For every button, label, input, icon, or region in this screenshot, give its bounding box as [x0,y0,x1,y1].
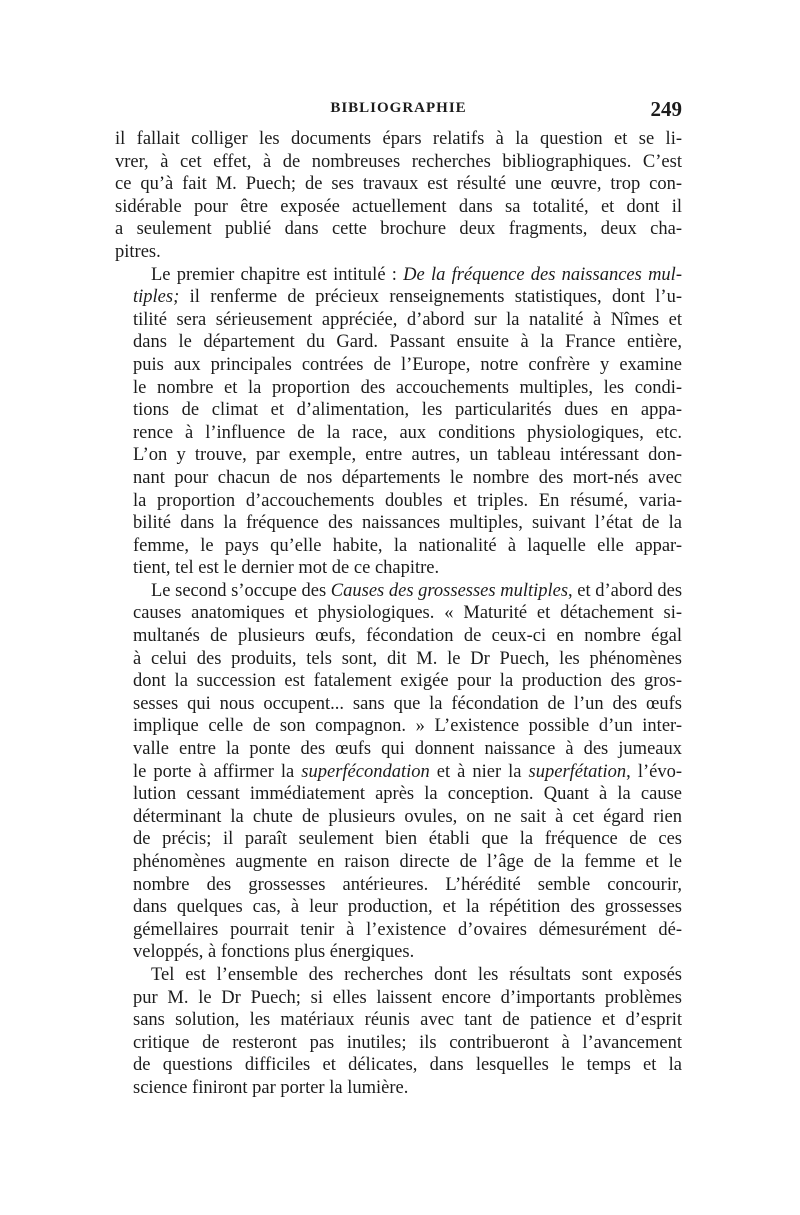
text-line: tilité sera sérieusement appréciée, d’abord sur la natalité à Nîmes et [133,309,682,330]
text-line: tions de climat et d’alimentation, les particularités dues en appa- [133,400,682,421]
text-line: bilité dans la fréquence des naissances multiples, suivant l’état de la [133,513,682,534]
text-line: critique de resteront pas inutiles; ils contribueront à l’avancement [133,1032,682,1053]
text-line: Le premier chapitre est intitulé : De la fréquence des naissances mul- [151,264,682,285]
text-line: L’on y trouve, par exemple, entre autres, un tableau intéressant don- [133,445,682,466]
text-line: a seulement publié dans cette brochure deux fragments, deux cha- [115,219,682,240]
text-line: causes anatomiques et physiologiques. « Maturité et détachement si- [133,603,682,624]
text-line: lution cessant immédiatement après la conception. Quant à la cause [133,784,682,805]
text-line: gémellaires pourrait tenir à l’existence d’ovaires démesurément dé- [133,919,682,940]
text-line: valle entre la ponte des œufs qui donnent naissance à des jumeaux [133,739,682,760]
text-line: rence à l’influence de la race, aux conditions physiologiques, etc. [133,422,682,443]
text-line: dans quelques cas, à leur production, et la répétition des grossesses [133,897,682,918]
text-line: implique celle de son compagnon. » L’existence possible d’un inter- [133,716,682,737]
text-line: Tel est l’ensemble des recherches dont les résultats sont exposés [151,964,682,985]
paragraph-2 [115,264,682,580]
paragraph-4 [115,964,682,1100]
text-line: à celui des produits, tels sont, dit M. le Dr Puech, les phénomènes [133,648,682,669]
text-line: le porte à affirmer la superfécondation et à nier la superfétation, l’évo- [133,761,682,782]
paragraph-1 [115,128,682,264]
running-title: BIBLIOGRAPHIE [330,100,467,116]
text-line: pitres. [115,241,161,262]
text-line: vrer, à cet effet, à de nombreuses recherches bibliographiques. C’est [115,151,682,172]
text-line: phénomènes augmente en raison directe de l’âge de la femme et le [133,852,682,872]
text-line: la proportion d’accouchements doubles et triples. En résumé, varia- [133,490,682,511]
body-text [115,128,682,1100]
text-line: il fallait colliger les documents épars relatifs à la question et se li- [115,129,682,149]
text-line: dans le département du Gard. Passant ensuite à la France entière, [133,332,682,353]
text-line: de précis; il paraît seulement bien établi que la fréquence de ces [133,829,682,850]
text-line: sesses qui nous occupent... sans que la fécondation de l’un des œufs [133,693,682,714]
text-line: ce qu’à fait M. Puech; de ses travaux est résulté une œuvre, trop con- [115,174,682,195]
text-line: tiples; il renferme de précieux renseignements statistiques, dont l’u- [133,287,682,308]
text-line: de questions difficiles et délicates, dans lesquelles le temps et la [133,1055,682,1076]
text-line: déterminant la chute de plusieurs ovules, on ne sait à cet égard rien [133,806,682,827]
text-line: dont la succession est fatalement exigée pour la production des gros- [133,671,682,692]
text-line: nant pour chacun de nos départements le nombre des mort-nés avec [133,467,682,488]
text-line: veloppés, à fonctions plus énergiques. [133,942,415,963]
text-line: Le second s’occupe des Causes des grossesses multiples, et d’abord des [151,580,683,601]
text-line: nombre des grossesses antérieures. L’hérédité semble concourir, [133,874,682,895]
text-line: femme, le pays qu’elle habite, la nationalité à laquelle elle appar- [133,535,682,556]
text-line: sidérable pour être exposée actuellement dans sa totalité, et dont il [115,196,682,217]
text-line: le nombre et la proportion des accouchements multiples, les condi- [133,377,682,398]
text-line: pur M. le Dr Puech; si elles laissent encore d’importants problèmes [133,987,682,1008]
running-head [115,98,682,122]
text-line: puis aux principales contrées de l’Europe, notre confrère y examine [133,354,682,375]
text-line: sans solution, les matériaux réunis avec tant de patience et d’esprit [133,1010,682,1031]
paragraph-3 [115,580,682,964]
page-number: 249 [650,97,682,121]
text-line: science finiront par porter la lumière. [133,1077,409,1098]
text-line: multanés de plusieurs œufs, fécondation de ceux-ci en nombre égal [133,626,682,647]
text-line: tient, tel est le dernier mot de ce chapitre. [133,558,440,579]
